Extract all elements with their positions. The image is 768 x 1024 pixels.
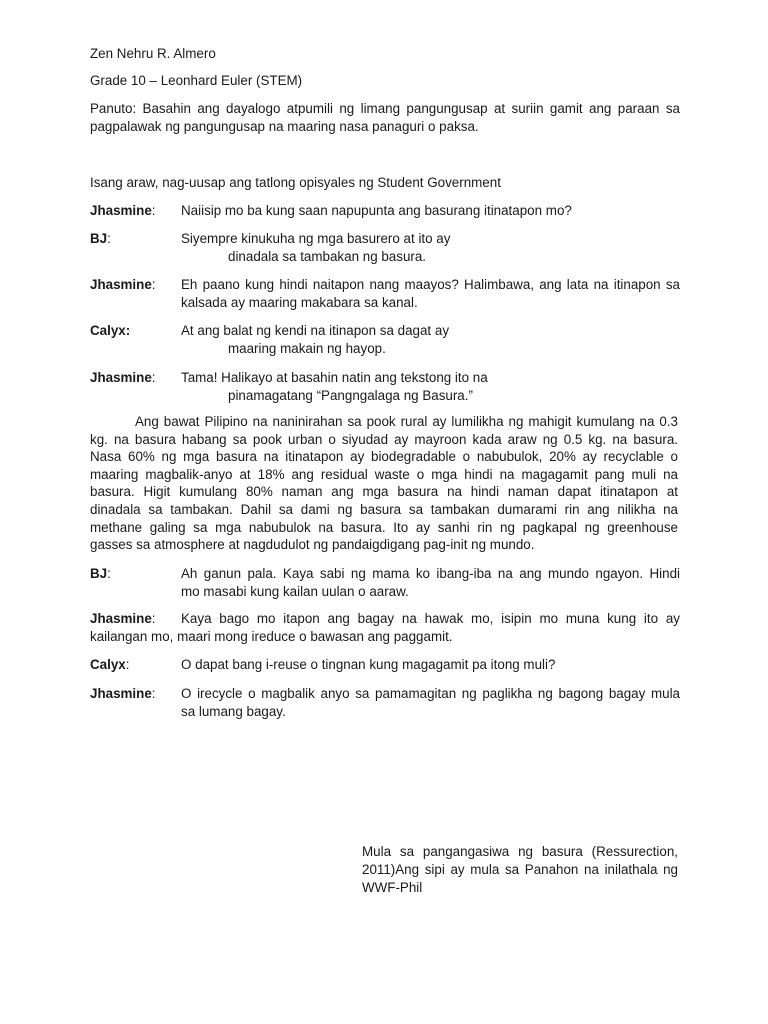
dialogue-line: kalsada ay maaring makabara sa kanal. bbox=[181, 295, 418, 310]
grade-section: Grade 10 – Leonhard Euler (STEM) bbox=[90, 73, 303, 88]
dialogue-line: O irecycle o magbalik anyo sa pamamagitan ng paglikha ng bagong bagay mula bbox=[181, 686, 680, 701]
paragraph-line: dinadala sa tambakan. Dahil sa dami ng basura sa tambakan dumarami rin ang nilikha na bbox=[90, 501, 678, 517]
speaker-label: Calyx: bbox=[90, 657, 130, 672]
student-name: Zen Nehru R. Almero bbox=[90, 46, 216, 61]
dialogue-line-continued: pinamagatang “Pangngalaga ng Basura.” bbox=[228, 388, 473, 403]
paragraph-line: methane galing sa mga nabubulok na basura. Ito ay sanhi rin ng pagkapal ng greenhouse bbox=[90, 519, 678, 535]
paragraph-line: maaring magbalik-anyo at 18% ang residual waste o mga hindi na magagamit pang muli na bbox=[90, 466, 678, 482]
dialogue-line: Ah ganun pala. Kaya sabi ng mama ko ibang-iba na ang mundo ngayon. Hindi bbox=[181, 566, 680, 581]
dialogue-line: mo masabi kung kailan uulan o aaraw. bbox=[181, 584, 409, 599]
citation-line: Mula sa pangangasiwa ng basura (Ressurection, bbox=[362, 844, 678, 859]
paragraph-line: Nasa 60% ng mga basura na itinatapon ay biodegradable o nabubulok, 20% ay recyclable o bbox=[90, 449, 678, 465]
citation-line: 2011)Ang sipi ay mula sa Panahon na inilathala ng bbox=[362, 862, 678, 877]
dialogue-line: Kaya bago mo itapon ang bagay na hawak mo, isipin mo muna kung ito ay bbox=[181, 611, 680, 626]
speaker-label: Jhasmine: bbox=[90, 277, 156, 292]
speaker-label: Jhasmine: bbox=[90, 611, 156, 626]
dialogue-line-continued: dinadala sa tambakan ng basura. bbox=[228, 249, 427, 264]
dialogue-line: sa lumang bagay. bbox=[181, 704, 286, 719]
dialogue-line-continued: maaring makain ng hayop. bbox=[228, 341, 386, 356]
speaker-label: BJ: bbox=[90, 566, 111, 581]
instructions-line-1: Panuto: Basahin ang dayalogo atpumili ng limang pangungusap at suriin gamit ang paraan sa bbox=[90, 101, 680, 116]
speaker-label: Jhasmine: bbox=[90, 370, 156, 385]
dialogue-line: O dapat bang i-reuse o tingnan kung magagamit pa itong muli? bbox=[181, 657, 556, 672]
speaker-label: BJ: bbox=[90, 231, 111, 246]
paragraph-line: gasses sa atmosphere at nagdudulot ng pandaigdigang pag-init ng mundo. bbox=[90, 537, 535, 553]
dialogue-line: Tama! Halikayo at basahin natin ang tekstong ito na bbox=[181, 370, 488, 385]
instructions-line-2: pagpalawak ng pangungusap na maaring nasa panaguri o paksa. bbox=[90, 119, 479, 134]
dialogue-line: At ang balat ng kendi na itinapon sa dagat ay bbox=[181, 323, 450, 338]
text-paragraph bbox=[90, 413, 678, 554]
citation-line: WWF-Phil bbox=[362, 880, 423, 895]
dialogue-intro: Isang araw, nag-uusap ang tatlong opisyales ng Student Government bbox=[90, 175, 501, 190]
dialogue-line: Siyempre kinukuha ng mga basurero at ito ay bbox=[181, 231, 451, 246]
speaker-label: Jhasmine: bbox=[90, 686, 156, 701]
dialogue-line: Naiisip mo ba kung saan napupunta ang basurang itinatapon mo? bbox=[181, 203, 572, 218]
paragraph-line: Ang bawat Pilipino na naninirahan sa pook rural ay lumilikha ng mahigit kumulang na 0.3 bbox=[135, 414, 678, 429]
source-citation bbox=[362, 843, 678, 897]
paragraph-line: kg. na basura habang sa pook urban o siyudad ay mayroon kada araw ng 0.5 kg. na basura. bbox=[90, 431, 678, 447]
dialogue-line: Eh paano kung hindi naitapon nang maayos? Halimbawa, ang lata na itinapon sa bbox=[181, 277, 680, 292]
speaker-label: Calyx: bbox=[90, 323, 131, 338]
dialogue-line: kailangan mo, maari mong ireduce o bawasan ang paggamit. bbox=[90, 629, 453, 644]
speaker-label: Jhasmine: bbox=[90, 203, 156, 218]
paragraph-line: basura. Higit kumulang 80% naman ang mga basura na hindi naman dapat itinatapon at bbox=[90, 484, 678, 500]
